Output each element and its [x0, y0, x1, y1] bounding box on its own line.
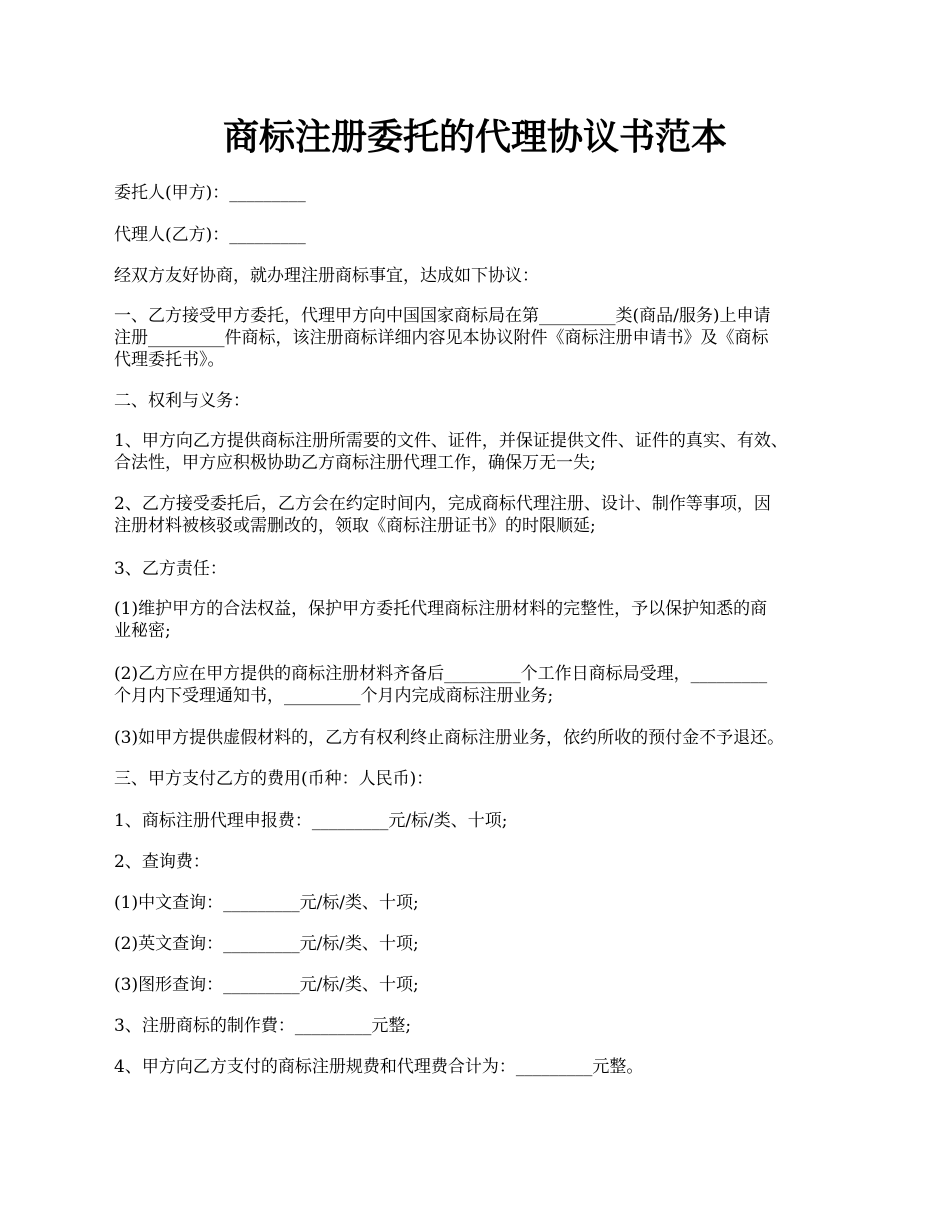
- section-rights-heading: [114, 390, 844, 412]
- clause-1: [114, 305, 844, 371]
- line: 注册材料被核驳或需删改的，领取《商标注册证书》的时限顺延;: [114, 516, 596, 536]
- line: 3、注册商标的制作費：_________元整;: [114, 1016, 412, 1036]
- fee-item-4: [114, 1056, 844, 1078]
- line: (3)如甲方提供虚假材料的，乙方有权利终止商标注册业务，依约所收的预付金不予退还。: [114, 728, 785, 748]
- line: 经双方友好协商，就办理注册商标事宜，达成如下协议：: [114, 266, 539, 286]
- section-fees-heading: [114, 768, 844, 790]
- line: 4、甲方向乙方支付的商标注册规费和代理费合计为：_________元整。: [114, 1057, 644, 1077]
- line: 注册_________件商标，该注册商标详细内容见本协议附件《商标注册申请书》及《商标: [114, 328, 769, 348]
- line: 代理人(乙方)：_________: [114, 225, 306, 245]
- fee-item-2: [114, 851, 844, 873]
- fee-item-3: [114, 1015, 844, 1037]
- agent-line: [114, 224, 844, 246]
- line: (2)乙方应在甲方提供的商标注册材料齐备后_________个工作日商标局受理，_________: [114, 664, 768, 684]
- fee-item-2-2: [114, 933, 844, 955]
- line: 2、查询费：: [114, 852, 210, 872]
- line: (2)英文查询：_________元/标/类、十项;: [114, 934, 419, 954]
- rights-item-1: [114, 430, 844, 474]
- line: 3、乙方责任：: [114, 559, 227, 579]
- fee-item-1: [114, 810, 844, 832]
- preamble: [114, 265, 844, 287]
- line: (1)维护甲方的合法权益，保护甲方委托代理商标注册材料的完整性，予以保护知悉的商: [114, 599, 768, 619]
- line: (3)图形查询：_________元/标/类、十项;: [114, 975, 419, 995]
- duty-item-3: [114, 727, 844, 749]
- duty-item-1: [114, 598, 844, 642]
- fee-item-2-3: [114, 974, 844, 996]
- line: 二、权利与义务：: [114, 391, 250, 411]
- document-title: 商标注册委托的代理协议书范本: [222, 117, 727, 158]
- principal-line: [114, 182, 844, 204]
- line: 合法性，甲方应积极协助乙方商标注册代理工作，确保万无一失;: [114, 453, 596, 473]
- line: 业秘密;: [114, 621, 171, 641]
- line: 2、乙方接受委托后，乙方会在约定时间内，完成商标代理注册、设计、制作等事项，因: [114, 494, 771, 514]
- rights-item-3: [114, 558, 844, 580]
- line: 三、甲方支付乙方的费用(币种：人民币)：: [114, 769, 434, 789]
- line: (1)中文查询：_________元/标/类、十项;: [114, 893, 419, 913]
- line: 1、商标注册代理申报费：_________元/标/类、十项;: [114, 811, 508, 831]
- line: 个月内下受理通知书，_________个月内完成商标注册业务;: [114, 686, 554, 706]
- duty-item-2: [114, 663, 844, 707]
- line: 委托人(甲方)：_________: [114, 183, 306, 203]
- rights-item-2: [114, 493, 844, 537]
- line: 代理委托书》。: [114, 350, 225, 370]
- line: 1、甲方向乙方提供商标注册所需要的文件、证件，并保证提供文件、证件的真实、有效、: [114, 431, 788, 451]
- line: 一、乙方接受甲方委托，代理甲方向中国国家商标局在第_________类(商品/服务)上申请: [114, 306, 771, 326]
- fee-item-2-1: [114, 892, 844, 914]
